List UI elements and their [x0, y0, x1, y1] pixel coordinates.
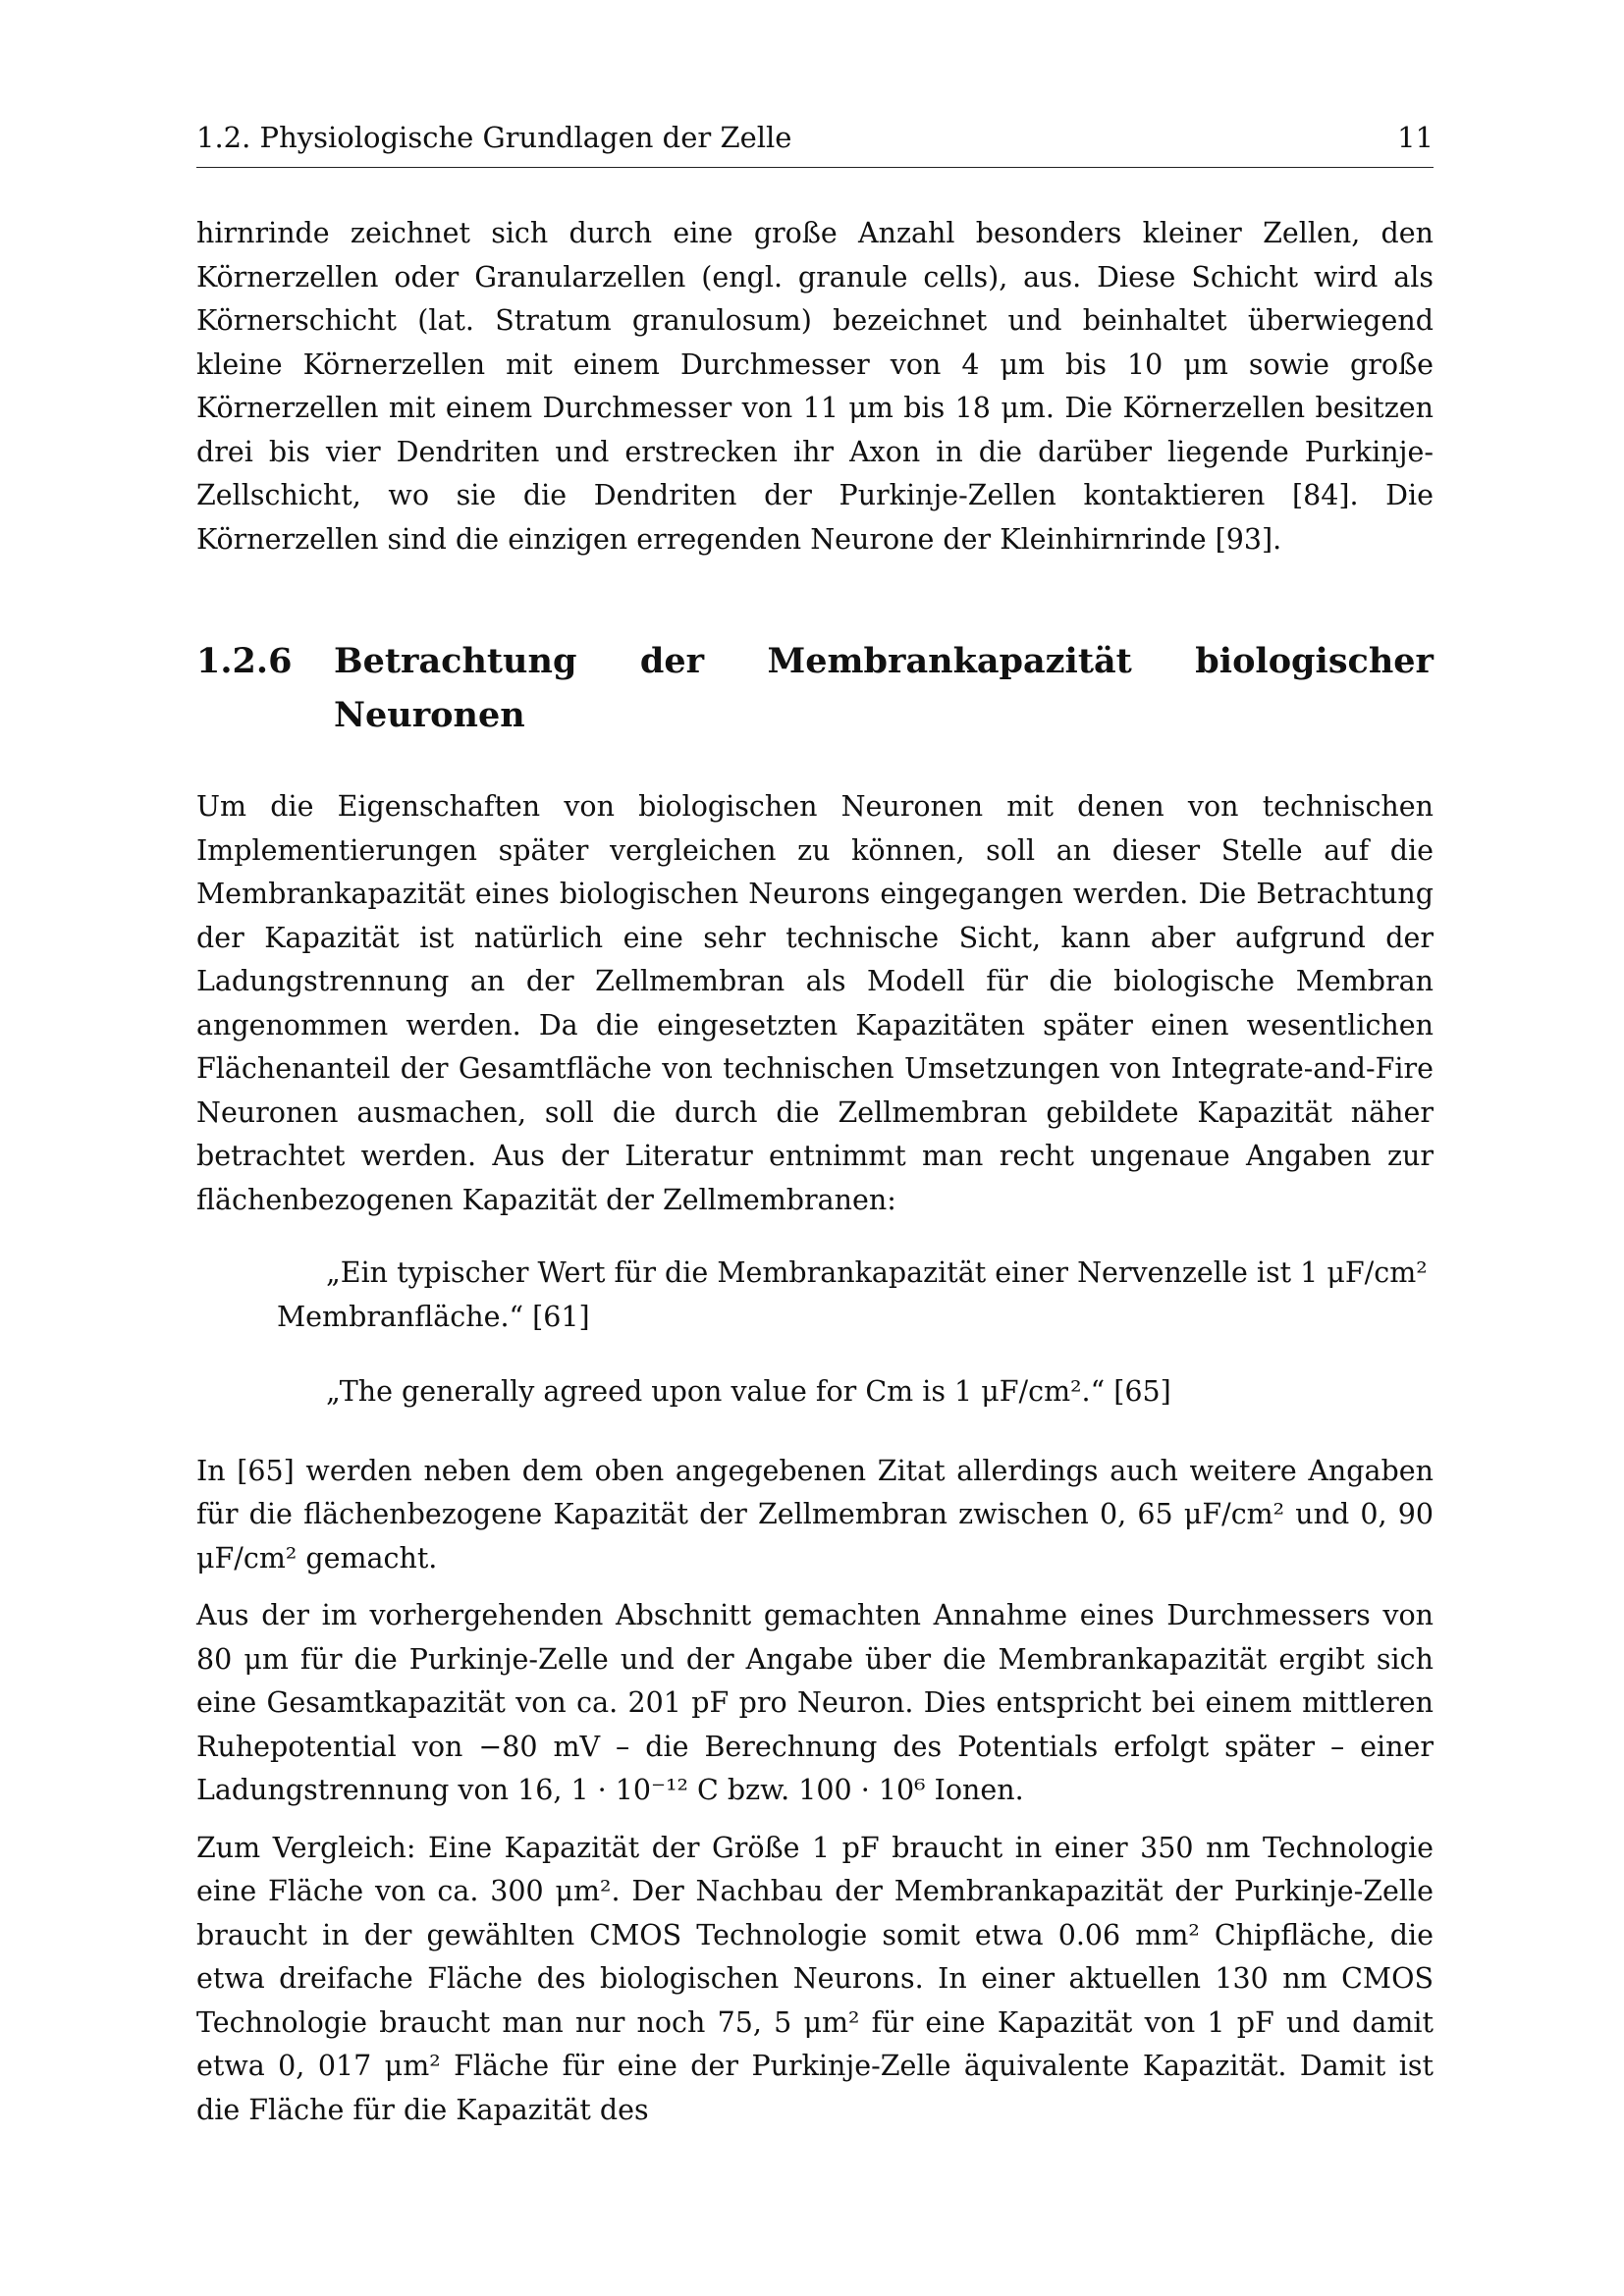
page-number: 11: [1397, 121, 1434, 154]
paragraph-purkinje-capacity: Aus der im vorhergehenden Abschnitt gemachten Annahme eines Durchmessers von 80 μm für die Purkinje-Zelle und der Angabe über die Membrankapazität ergibt sich eine Gesamtkapazität von ca. 201 pF pro Neuron. Dies entspricht bei einem mittleren Ruhepotential von −80 mV – die Berechnung des Potentials erfolgt später – einer Ladungstrennung von 16, 1 · 10⁻¹² C bzw. 100 · 10⁶ Ionen.: [196, 1599, 1434, 1806]
section-heading: [196, 634, 1434, 742]
section-title: Betrachtung der Membrankapazität biologischer Neuronen: [334, 641, 1434, 735]
paragraph-capacity-range: In [65] werden neben dem oben angegebenen Zitat allerdings auch weitere Angaben für die flächenbezogene Kapazität der Zellmembran zwischen 0, 65 μF/cm² und 0, 90 μF/cm² gemacht.: [196, 1454, 1434, 1575]
paragraph-comparison: Zum Vergleich: Eine Kapazität der Größe 1 pF braucht in einer 350 nm Technologie eine Fläche von ca. 300 μm². Der Nachbau der Membrankapazität der Purkinje-Zelle braucht in der gewählten CMOS Technologie somit etwa 0.06 mm² Chipfläche, die etwa dreifache Fläche des biologischen Neurons. In einer aktuellen 130 nm CMOS Technologie braucht man nur noch 75, 5 μm² für eine Kapazität von 1 pF und damit etwa 0, 017 μm² Fläche für eine der Purkinje-Zelle äquivalente Kapazität. Damit ist die Fläche für die Kapazität des: [196, 1831, 1434, 2126]
section-number: 1.2.6: [196, 641, 293, 681]
header-section-title: 1.2. Physiologische Grundlagen der Zelle: [196, 121, 792, 154]
running-header: [196, 116, 1434, 168]
quote-2: „The generally agreed upon value for Cm is 1 μF/cm².“ [65]: [326, 1375, 1171, 1408]
paragraph-intro: Um die Eigenschaften von biologischen Neuronen mit denen von technischen Implementierungen später vergleichen zu können, soll an dieser Stelle auf die Membrankapazität eines biologischen Neurons eingegangen werden. Die Betrachtung der Kapazität ist natürlich eine sehr technische Sicht, kann aber aufgrund der Ladungstrennung an der Zellmembran als Modell für die biologische Membran angenommen werden. Da die eingesetzten Kapazitäten später einen wesentlichen Flächenanteil der Gesamtfläche von technischen Umsetzungen von Integrate-and-Fire Neuronen ausmachen, soll die durch die Zellmembran gebildete Kapazität näher betrachtet werden. Aus der Literatur entnimmt man recht ungenaue Angaben zur flächenbezogenen Kapazität der Zellmembranen:: [196, 790, 1434, 1216]
quote-block-2: [196, 1370, 1434, 1415]
paragraph-koernerzellen: hirnrinde zeichnet sich durch eine große Anzahl besonders kleiner Zellen, den Körnerzellen oder Granularzellen (engl. granule cells), aus. Diese Schicht wird als Körnerschicht (lat. Stratum granulosum) bezeichnet und beinhaltet überwiegend kleine Körnerzellen mit einem Durchmesser von 4 μm bis 10 μm sowie große Körnerzellen mit einem Durchmesser von 11 μm bis 18 μm. Die Körnerzellen besitzen drei bis vier Dendriten und erstrecken ihr Axon in die darüber liegende Purkinje-Zellschicht, wo sie die Dendriten der Purkinje-Zellen kontaktieren [84]. Die Körnerzellen sind die einzigen erregenden Neurone der Kleinhirnrinde [93].: [196, 217, 1434, 556]
quote-block-1: [196, 1252, 1434, 1339]
quote-1: „Ein typischer Wert für die Membrankapazität einer Nervenzelle ist 1 μF/cm² Membranfläche.“ [61]: [277, 1256, 1428, 1333]
body-text: [196, 212, 1434, 2146]
